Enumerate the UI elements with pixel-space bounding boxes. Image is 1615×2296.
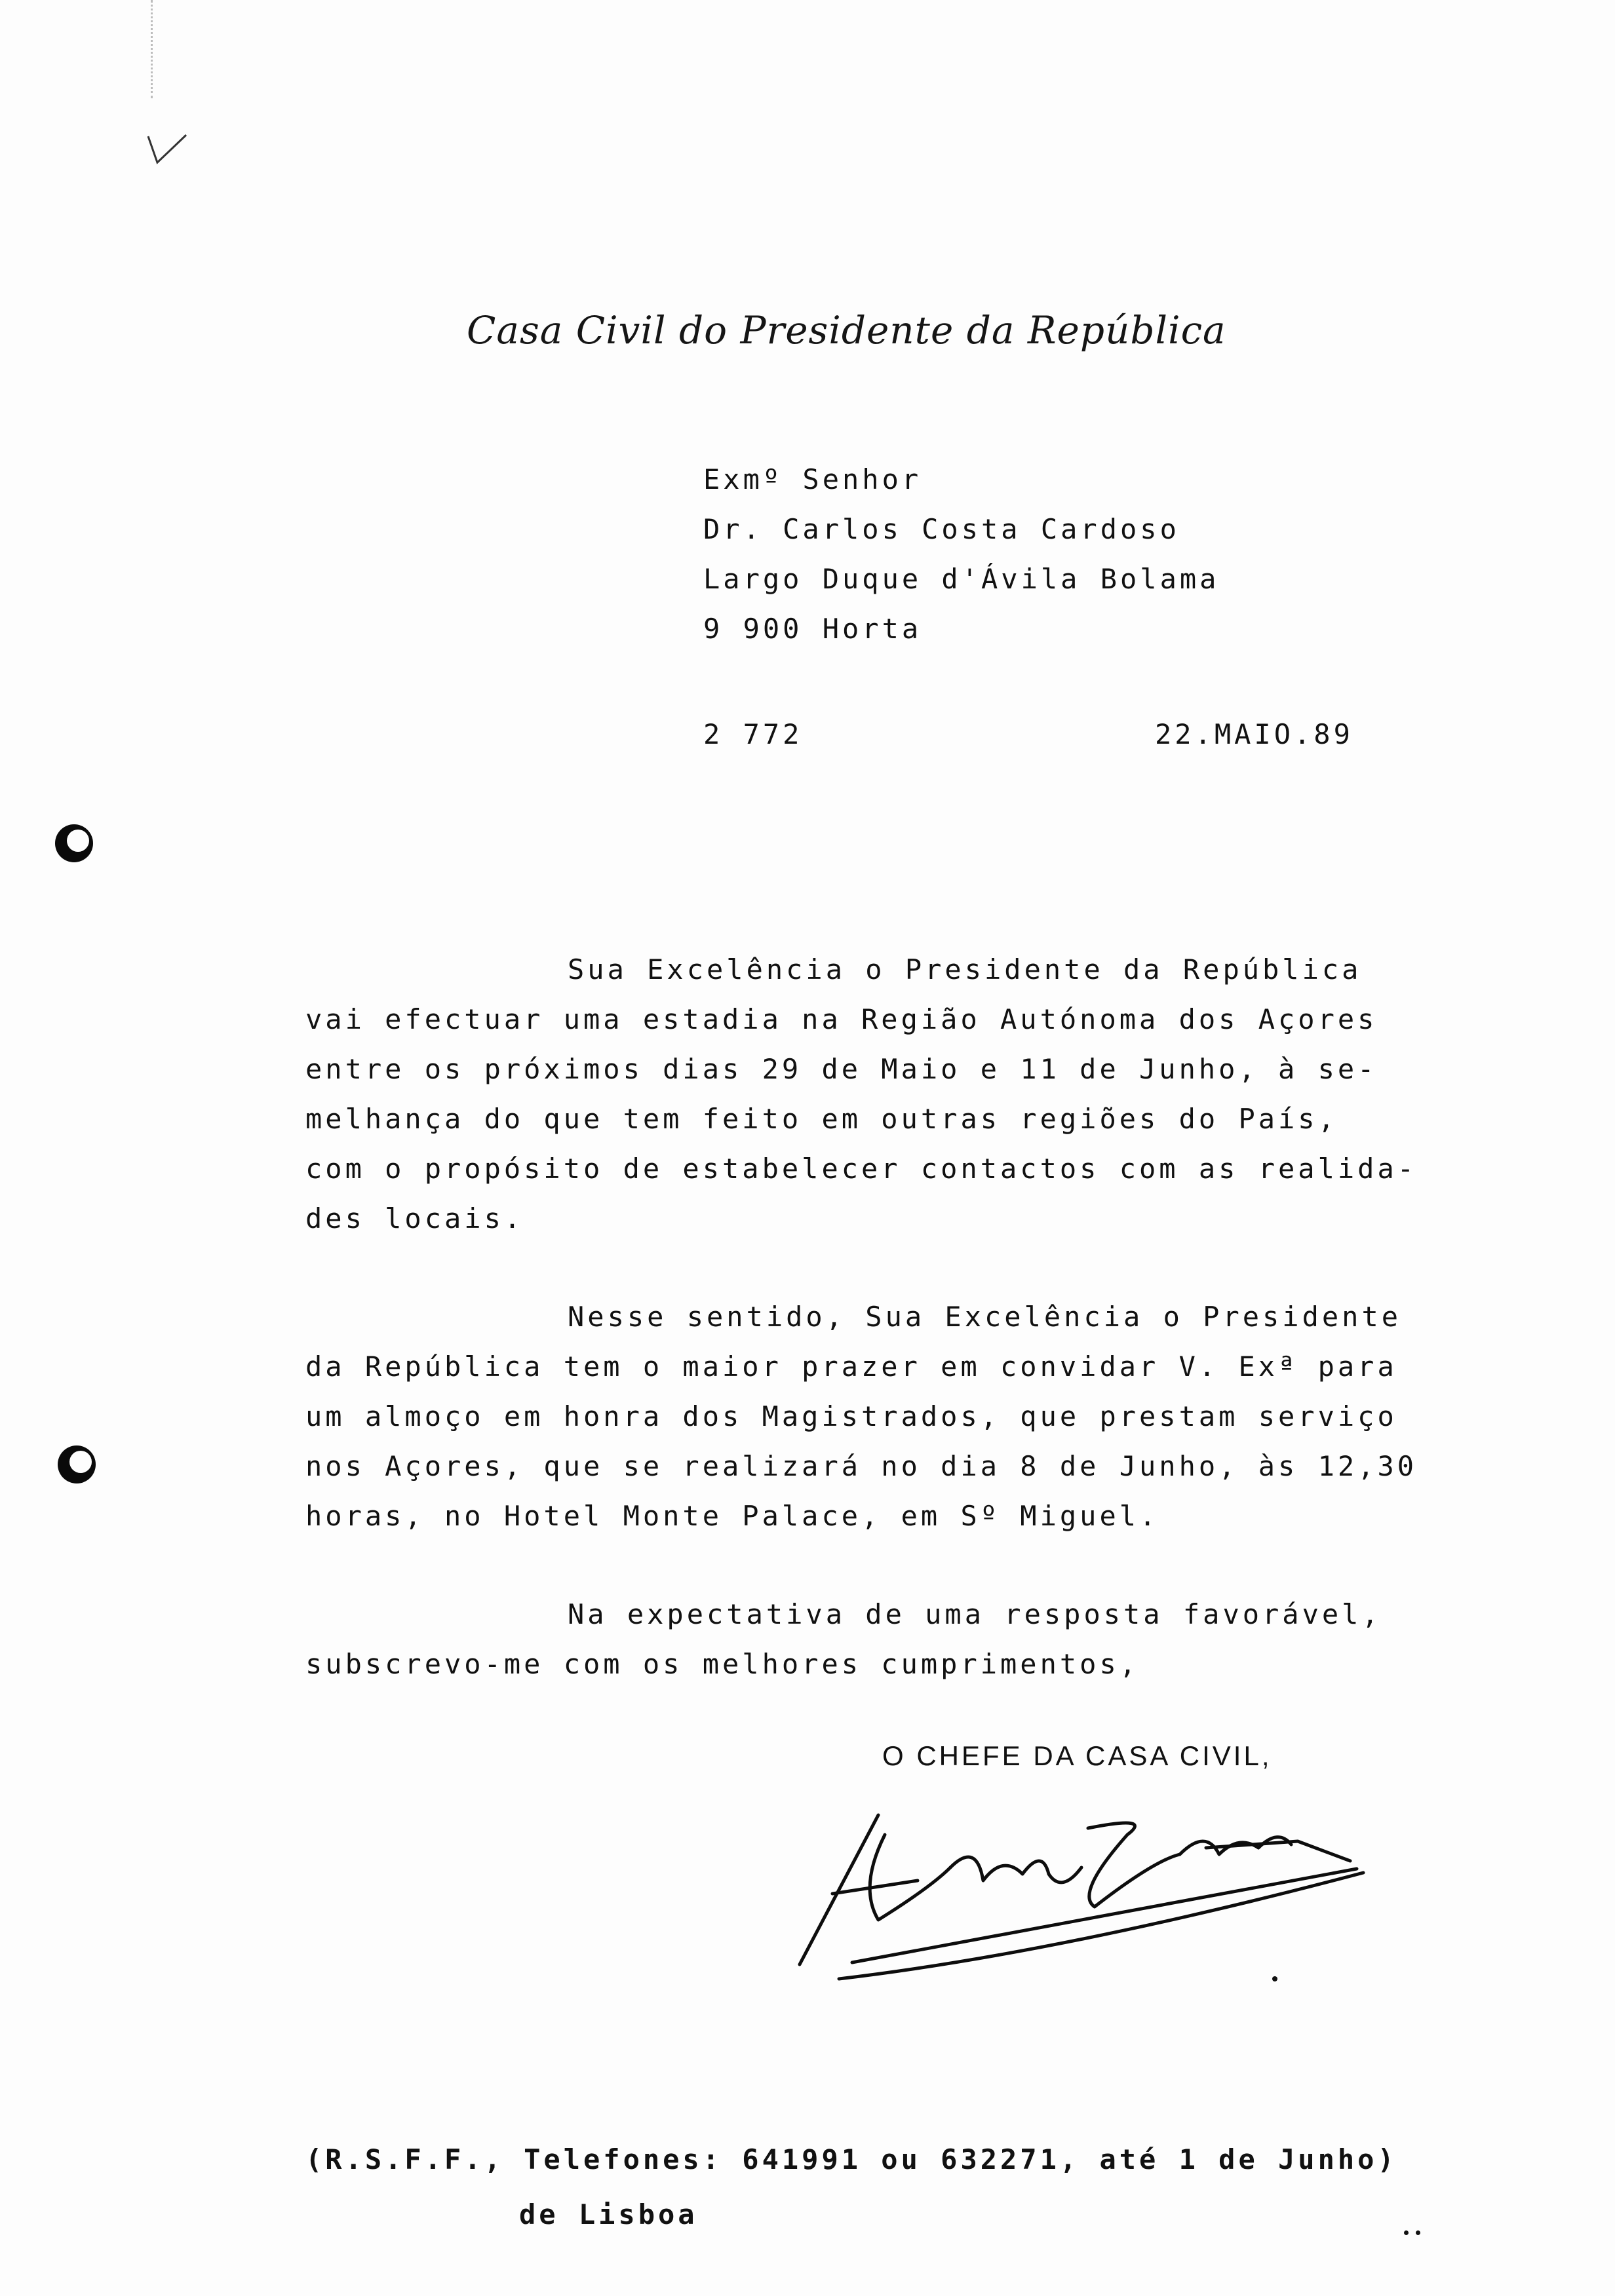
recipient-address [703,455,1219,654]
recipient-salutation: Exmº Senhor [703,463,922,495]
check-mark-icon [146,131,191,170]
scan-edge-artifact [151,0,155,98]
body-paragraph-2 [305,1292,1418,1541]
text-line: vai efectuar uma estadia na Região Autónoma dos Açores [305,1003,1378,1035]
punch-hole-top [55,824,93,862]
footer-line-1: (R.S.F.F., Telefones: 641991 ou 632271, até 1 de Junho) [305,2143,1397,2175]
text-line: subscrevo-me com os melhores cumprimentos, [305,1648,1140,1680]
recipient-city: 9 900 Horta [703,613,922,645]
text-line: com o propósito de estabelecer contactos com as realida- [305,1153,1418,1185]
body-paragraph-3 [305,1590,1407,1689]
handwritten-signature [787,1795,1376,1992]
text-line: Sua Excelência o Presidente da República [568,953,1362,985]
text-line: Nesse sentido, Sua Excelência o Presidente [568,1301,1402,1333]
text-line: nos Açores, que se realizará no dia 8 de Junho, às 12,30 [305,1450,1418,1482]
body-paragraph-1 [305,945,1418,1244]
text-line: um almoço em honra dos Magistrados, que prestam serviço [305,1400,1397,1432]
closing-title: O CHEFE DA CASA CIVIL, [882,1740,1272,1771]
letterhead: Casa Civil do Presidente da República [467,308,1226,353]
text-line: Na expectativa de uma resposta favorável, [568,1598,1382,1630]
text-line: entre os próximos dias 29 de Maio e 11 de Junho, à se- [305,1053,1378,1085]
text-line: horas, no Hotel Monte Palace, em Sº Miguel. [305,1500,1159,1532]
scan-dots-artifact [1403,2228,1429,2237]
recipient-name: Dr. Carlos Costa Cardoso [703,513,1180,545]
text-line: da República tem o maior prazer em convidar V. Exª para [305,1350,1397,1383]
recipient-street: Largo Duque d'Ávila Bolama [703,563,1220,595]
text-line: melhança do que tem feito em outras regiões do País, [305,1103,1338,1135]
footer-note [305,2132,1397,2242]
letter-date: 22.MAIO.89 [1155,718,1353,750]
footer-line-2: de Lisboa [519,2198,698,2230]
text-line: des locais. [305,1202,524,1234]
reference-number: 2 772 [703,718,803,750]
punch-hole-bottom [58,1445,96,1483]
